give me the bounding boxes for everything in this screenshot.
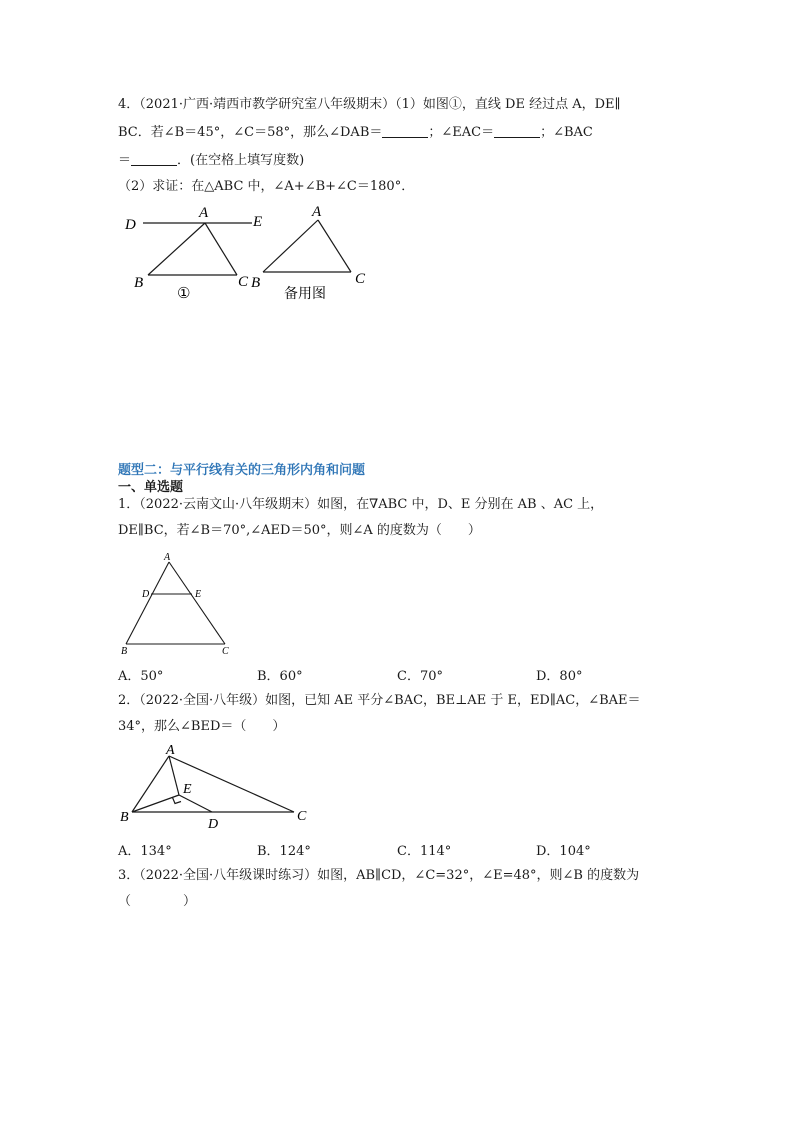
fig2-label-b: B (251, 275, 261, 291)
q2-label-b: B (120, 810, 129, 825)
q2-label-a: A (166, 743, 175, 758)
q4-line-4: （2）求证：在△ABC 中，∠A+∠B+∠C＝180°． (118, 179, 415, 194)
q3-line-1: 3．（2022·全国·八年级课时练习）如图，AB∥CD，∠C=32°，∠E=48°，则∠B 的度数为 (118, 868, 640, 883)
q2-option-b[interactable]: B．124° (257, 844, 311, 859)
q1-label-a: A (164, 552, 171, 563)
q2-line-1: 2．（2022·全国·八年级）如图，已知 AE 平分∠BAC，BE⊥AE 于 E，ED∥AC，∠BAE＝ (118, 693, 641, 708)
q1-label-e: E (195, 589, 202, 600)
q1-label-b: B (121, 646, 128, 657)
fig1-label-a: A (199, 205, 209, 221)
q2-label-c: C (297, 809, 307, 824)
q1-label-c: C (222, 646, 229, 657)
q1-option-b[interactable]: B．60° (257, 669, 303, 684)
q3-line-2: （ ） (118, 894, 197, 909)
q4-line-3-part-a: ＝ (118, 153, 132, 168)
q2-option-d[interactable]: D．104° (536, 844, 591, 859)
q4-line-1: 4．（2021·广西·靖西市教学研究室八年级期末）（1）如图①，直线 DE 经过点 A，DE∥ (118, 97, 621, 112)
q2-segment-ed (179, 795, 212, 812)
q2-line-2: 34°，那么∠BED＝（ ） (118, 719, 286, 734)
q1-line-1: 1．（2022·云南文山·八年级期末）如图，在∇ABC 中，D、E 分别在 AB 、AC 上， (118, 497, 604, 512)
fig1-label-d: D (125, 217, 136, 233)
q4-line-2-part-a: BC．若∠B＝45°，∠C＝58°，那么∠DAB＝ (118, 125, 383, 140)
fig1-label-b: B (134, 275, 144, 291)
q4-line-3-part-b: ．(在空格上填写度数) (177, 153, 305, 168)
q2-right-angle-mark (173, 798, 182, 804)
subsection-title: 一、单选题 (118, 480, 184, 495)
fig1-caption: ① (177, 284, 191, 302)
q2-segment-ab (132, 756, 169, 812)
q1-label-d: D (142, 589, 150, 600)
q1-option-a[interactable]: A．50° (118, 669, 164, 684)
q1-option-d[interactable]: D．80° (536, 669, 583, 684)
fig1-label-e: E (253, 214, 263, 230)
q2-option-c[interactable]: C．114° (397, 844, 452, 859)
q1-option-c[interactable]: C．70° (397, 669, 443, 684)
fig2-caption: 备用图 (284, 286, 326, 302)
q4-line-2-part-b: ；∠EAC＝ (428, 125, 495, 140)
section-title: 题型二：与平行线有关的三角形内角和问题 (118, 463, 366, 478)
fig2-label-a: A (312, 204, 322, 220)
fig1-label-c: C (238, 274, 249, 290)
q4-line-2-part-c: ；∠BAC (540, 125, 593, 140)
q2-label-e: E (183, 782, 192, 797)
q2-segment-be (132, 795, 179, 812)
q2-option-a[interactable]: A．134° (118, 844, 172, 859)
q2-label-d: D (208, 817, 219, 832)
q2-segment-ae (169, 756, 179, 795)
fig2-label-c: C (355, 271, 366, 287)
q1-line-2: DE∥BC，若∠B＝70°,∠AED＝50°，则∠A 的度数为（ ） (118, 523, 481, 538)
